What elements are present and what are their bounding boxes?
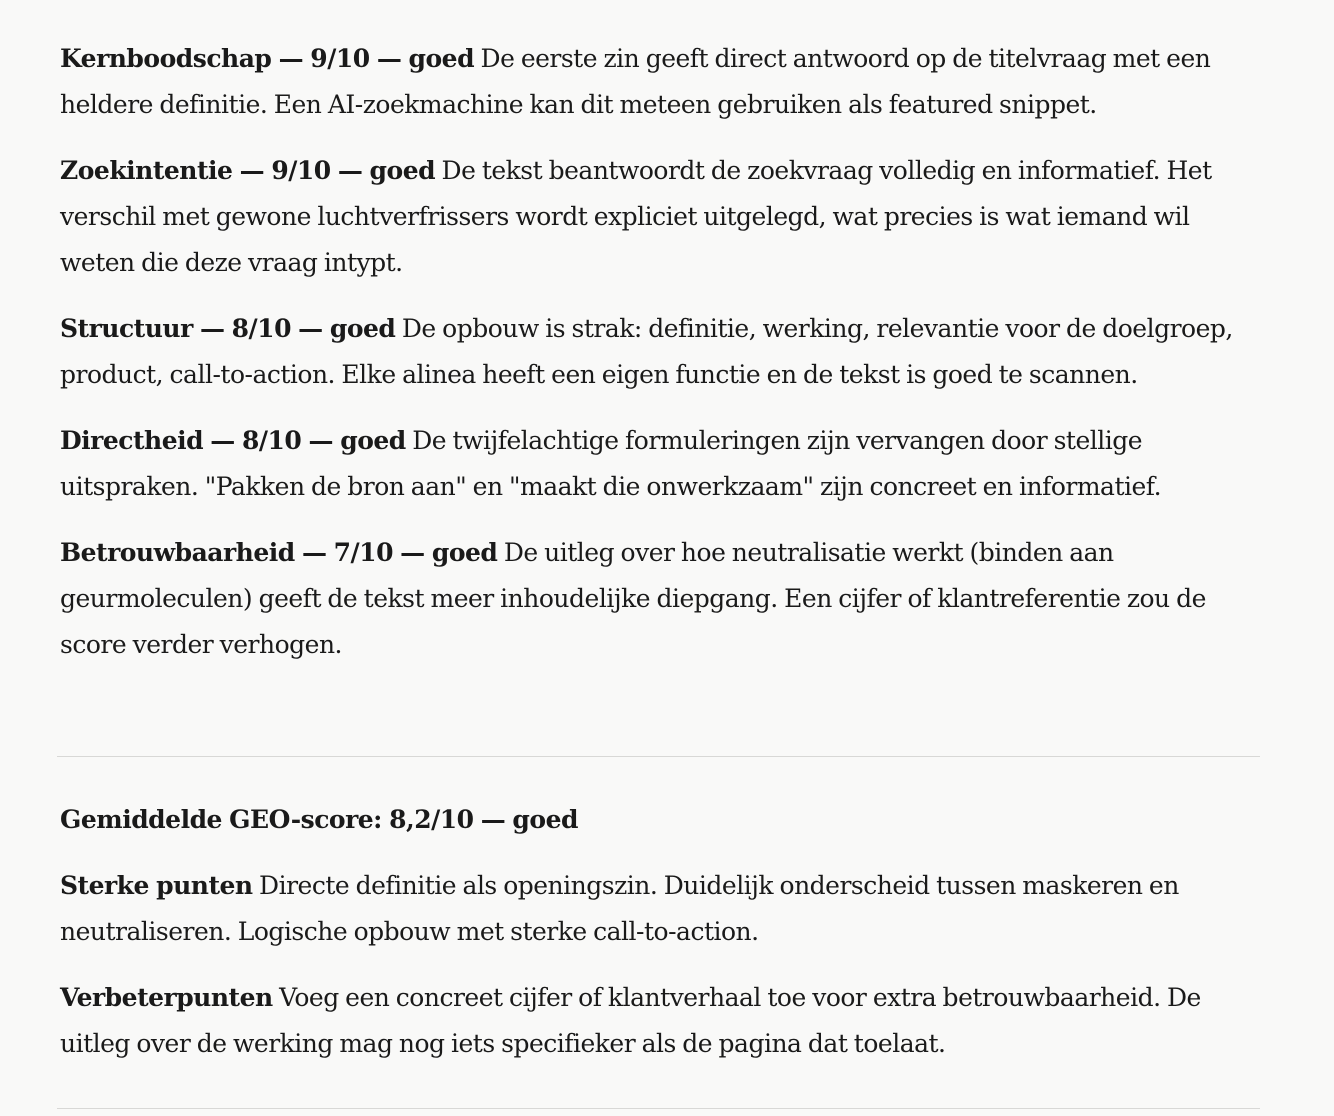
criterion-heading: Kernboodschap — 9/10 — goed bbox=[60, 44, 475, 73]
criterion-text: De opbouw is strak: definitie, werking, relevantie voor de doelgroep, product, call-to-action. Elke alinea heeft een eigen functie en de tekst is goed te scannen. bbox=[60, 314, 1233, 389]
criterion-zoekintentie bbox=[60, 148, 1250, 286]
average-score bbox=[60, 797, 1250, 843]
criteria-list bbox=[60, 36, 1250, 688]
criterion-structuur bbox=[60, 306, 1250, 398]
improvements bbox=[60, 975, 1250, 1067]
average-score-text: Gemiddelde GEO-score: 8,2/10 — goed bbox=[60, 805, 578, 834]
section-divider bbox=[57, 756, 1260, 757]
criterion-text: De eerste zin geeft direct antwoord op de titelvraag met een heldere definitie. Een AI-zoekmachine kan dit meteen gebruiken als featured snippet. bbox=[60, 44, 1211, 119]
strengths-heading: Sterke punten bbox=[60, 871, 253, 900]
strengths bbox=[60, 863, 1250, 955]
criterion-text: De twijfelachtige formuleringen zijn vervangen door stellige uitspraken. "Pakken de bron aan" en "maakt die onwerkzaam" zijn concreet en informatief. bbox=[60, 426, 1162, 501]
summary-section bbox=[60, 797, 1250, 1087]
strengths-text: Directe definitie als openingszin. Duidelijk onderscheid tussen maskeren en neutraliseren. Logische opbouw met sterke call-to-action. bbox=[60, 871, 1179, 946]
improvements-heading: Verbeterpunten bbox=[60, 983, 273, 1012]
criterion-directheid bbox=[60, 418, 1250, 510]
criterion-heading: Betrouwbaarheid — 7/10 — goed bbox=[60, 538, 498, 567]
bottom-divider bbox=[57, 1108, 1260, 1109]
criterion-heading: Directheid — 8/10 — goed bbox=[60, 426, 406, 455]
criterion-text: De uitleg over hoe neutralisatie werkt (binden aan geurmoleculen) geeft de tekst meer inhoudelijke diepgang. Een cijfer of klantreferentie zou de score verder verhogen. bbox=[60, 538, 1206, 659]
criterion-betrouwbaarheid bbox=[60, 530, 1250, 668]
criterion-heading: Zoekintentie — 9/10 — goed bbox=[60, 156, 436, 185]
criterion-kernboodschap bbox=[60, 36, 1250, 128]
criterion-heading: Structuur — 8/10 — goed bbox=[60, 314, 396, 343]
criterion-text: De tekst beantwoordt de zoekvraag volledig en informatief. Het verschil met gewone luchtverfrissers wordt expliciet uitgelegd, wat precies is wat iemand wil weten die deze vraag intypt. bbox=[60, 156, 1212, 277]
improvements-text: Voeg een concreet cijfer of klantverhaal toe voor extra betrouwbaarheid. De uitleg over de werking mag nog iets specifieker als de pagina dat toelaat. bbox=[60, 983, 1201, 1058]
